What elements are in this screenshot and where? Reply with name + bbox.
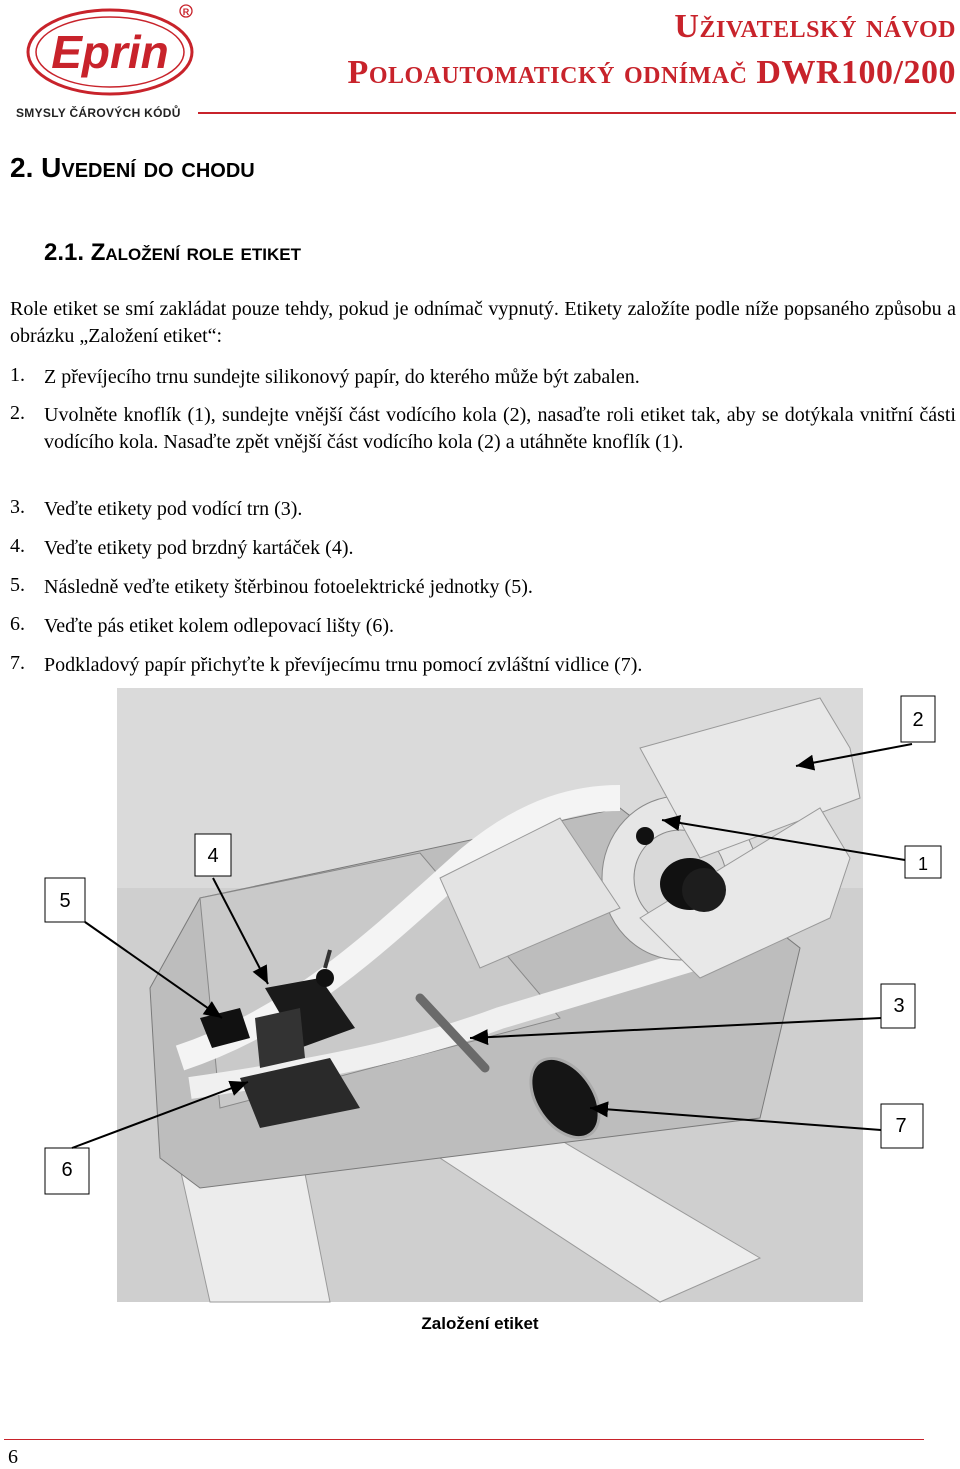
step-text: Podkladový papír přichyťte k převíjecímu trnu pomocí zvláštní vidlice (7).	[44, 654, 643, 676]
step-number: 7.	[10, 652, 25, 674]
page-number: 6	[8, 1446, 18, 1468]
callout-2	[901, 696, 935, 742]
step-number: 6.	[10, 613, 25, 635]
svg-text:1: 1	[917, 854, 929, 874]
svg-text:3: 3	[893, 995, 905, 1017]
step-number: 2.	[10, 402, 25, 424]
svg-text:R: R	[182, 7, 190, 17]
step-text: Veďte etikety pod brzdný kartáček (4).	[44, 537, 354, 559]
step-text: Veďte etikety pod vodící trn (3).	[44, 498, 303, 520]
step-text: Veďte pás etiket kolem odlepovací lišty (6).	[44, 615, 395, 637]
footer-divider	[4, 1439, 924, 1440]
logo-wordmark: Eprin	[51, 26, 169, 78]
step-text: Následně veďte etikety štěrbinou fotoelektrické jednotky (5).	[44, 576, 533, 598]
eprin-logo	[22, 2, 202, 98]
logo-tagline: SMYSLY ČÁROVÝCH KÓDŮ	[16, 106, 181, 120]
header-divider	[198, 112, 956, 114]
svg-text:5: 5	[59, 890, 71, 912]
svg-text:7: 7	[895, 1115, 907, 1137]
document-title: Uživatelský návod	[674, 8, 956, 45]
product-title: Poloautomatický odnímač DWR100/200	[347, 54, 956, 91]
subsection-heading: 2.1. Založení role etiket	[44, 239, 301, 266]
step-number: 4.	[10, 535, 25, 557]
svg-text:6: 6	[61, 1159, 73, 1181]
svg-text:4: 4	[207, 845, 219, 867]
callout-5	[45, 878, 85, 922]
callout-7	[881, 1104, 923, 1148]
intro-paragraph: Role etiket se smí zakládat pouze tehdy, pokud je odnímač vypnutý. Etikety založíte podle níže popsaného způsobu a obrázku „Založení etiket“:	[10, 298, 956, 347]
step-number: 3.	[10, 496, 25, 518]
section-heading: 2. Uvedení do chodu	[10, 152, 255, 183]
svg-text:2: 2	[912, 709, 924, 731]
step-number: 1.	[10, 364, 25, 386]
figure-caption: Založení etiket	[421, 1314, 539, 1333]
callout-6	[45, 1148, 89, 1194]
step-text: Uvolněte knoflík (1), sundejte vnější část vodícího kola (2), nasaďte roli etiket tak, aby se dotýkala vnitřní části vodícího kola. Nasaďte zpět vnější část vodícího kola (2) a utáhněte knoflík (1).	[44, 404, 956, 453]
label-loading-figure	[0, 688, 960, 1304]
step-text: Z převíjecího trnu sundejte silikonový papír, do kterého může být zabalen.	[44, 366, 640, 388]
step-number: 5.	[10, 574, 25, 596]
callout-1	[905, 846, 941, 878]
callout-3	[881, 984, 915, 1028]
callout-4	[195, 834, 231, 876]
